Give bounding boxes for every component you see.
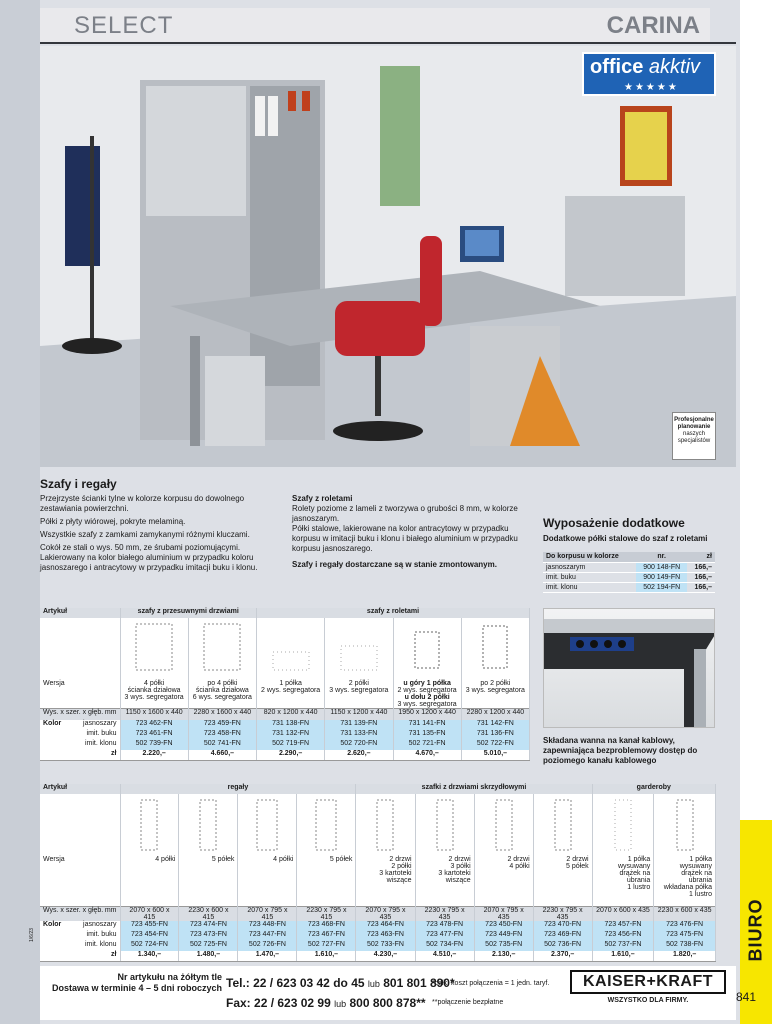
accessories-table: Do korpusu w kolorze nr. zł jasnoszarym 900 148-FN 166,– imit. buku 900 149-FN 166,– imit. klonu 502 194-FN 166,– [543,552,715,593]
cabinet-sketch [435,798,455,852]
cabinet-sketch [271,622,311,672]
table-row: imit. buku 723 454-FN 723 473-FN 723 447-FN 723 467-FN 723 463-FN 723 477-FN 723 449-FN 723 469-FN 723 456-FN 723 475-FN [40,931,716,941]
article-code: 1/6/23 [29,928,35,942]
page-number: 841 [736,990,757,1004]
cabinet-sketch [675,798,695,852]
cabinet-sketch [613,798,633,852]
cable-tray-caption: Składana wanna na kanał kablowy, zapewniająca bezproblemowy dostęp do poziomego kanału kablowego [543,736,698,765]
cabinet-sketch [139,798,159,852]
accessories-subtitle: Dodatkowe półki stalowe do szaf z roletami [543,534,708,543]
cabinet-sketch [407,622,447,672]
phone-note: *całk. koszt połączenia = 1 jedn. taryf. [432,980,550,987]
phone-line: Tel.: 22 / 623 03 42 do 45 lub 801 801 890* [226,976,455,990]
professional-planning-badge: Profesjonalne planowanie naszych specjalistów [672,412,716,460]
footer-note: Nr artykułu na żółtym tle Dostawa w terminie 4 – 5 dni roboczych [51,972,222,993]
section-title: Szafy i regały [40,477,117,491]
cabinet-sketch [553,798,573,852]
table-row: imit. klonu 502 194-FN 166,– [543,582,715,592]
table-row: imit. klonu 502 739-FN 502 741-FN 502 719-FN 502 720-FN 502 721-FN 502 722-FN [40,740,530,750]
series-label: SELECT [74,12,174,39]
product-table-1: Artykuł szafy z przesuwnymi drzwiami szafy z roletami Wersja 4 półki ścianka działowa 3 wys. segregatora po 4 półki ścianka działowa 6 wys. segregatora 1 półka 2 wys. segregatora 2 półki 3 wys. segregatora u góry 1 półka 2 wys. segregatora u dołu 2 półki 3 wys. segregatora po 2 półki 3 wys. segregatora Wys. x szer. x głęb. mm 1150 x 1600 x 440 2280 x 1600 x 440 820 x 1200 x 440 1150 x 1200 x 440 1950 x 1200 x 440 2280 x 1200 x 440 Kolor jasnoszary 723 462-FN 723 459-FN 731 138-FN 731 139-FN 731 141-FN 731 142-FN imit. buku 723 461-FN 723 458-FN 731 132-FN 731 133-FN 731 135-FN 731 136-FN imit. klonu 502 739-FN 502 741-FN 502 719-FN 502 720-FN 502 721-FN 502 722-FN zł 2.220,– 4.660,– 2.290,– 2.620,– 4.670,– 5.010,– [40,608,530,761]
description-column-2: Szafy z roletami Rolety poziome z lameli z tworzywa o grubości 8 mm, w kolorze jasnoszarym. Półki stalowe, lakierowane na kolor antracytowy w przypadku korpusu w imitacji buku i klonu i białego aluminium w przypadku korpusu jasnoszarego. Szafy i regały dostarczane są w stanie zmontowanym. [292,494,518,569]
cabinet-sketch [494,798,514,852]
cabinet-sketch [202,622,242,672]
office-photo [40,46,736,467]
side-label: BIURO [745,898,766,962]
cabinet-sketch [198,798,218,852]
accessories-title: Wyposażenie dodatkowe [543,516,685,530]
cabinet-sketch [475,622,515,672]
description-column-1: Przejrzyste ścianki tylne w kolorze korpusu do dowolnego zestawiania powierzchni. Półki z płyty wiórowej, pokryte melaminą. Wszystkie szafy z zamkami zamykanymi różnymi kluczami. Cokół ze stali o wys. 50 mm, ze śrubami poziomującymi. Lakierowany na kolor białego aluminium w przypadku koloru jasnoszarego i antracytowy w przypadku imitacji buku i klonu. [40,494,258,572]
table-row: Kolor jasnoszary 723 462-FN 723 459-FN 731 138-FN 731 139-FN 731 141-FN 731 142-FN [40,720,530,730]
brand-logo: KAISER+KRAFT WSZYSTKO DLA FIRMY. [570,970,726,1010]
table-row: imit. buku 900 149-FN 166,– [543,572,715,582]
cabinet-sketch [134,622,174,672]
table-row: Kolor jasnoszary 723 455-FN 723 474-FN 723 448-FN 723 468-FN 723 464-FN 723 478-FN 723 450-FN 723 470-FN 723 457-FN 723 476-FN [40,921,716,931]
table-row: imit. klonu 502 724-FN 502 725-FN 502 726-FN 502 727-FN 502 733-FN 502 734-FN 502 735-FN 502 736-FN 502 737-FN 502 738-FN [40,941,716,951]
table-row: imit. buku 723 461-FN 723 458-FN 731 132-FN 731 133-FN 731 135-FN 731 136-FN [40,730,530,740]
page-header [40,8,710,42]
left-strip [0,0,40,1024]
table-row: jasnoszarym 900 148-FN 166,– [543,562,715,572]
header-rule [40,42,736,44]
cabinet-sketch [375,798,395,852]
cabinet-sketch [314,798,338,852]
line-name: CARINA [606,12,700,39]
office-akktiv-badge: office akktiv ★★★★★ [582,52,716,96]
product-table-2: Artykuł regały szafki z drzwiami skrzydłowymi garderoby Wersja 4 półki 5 półek 4 półki 5 półek 2 drzwi 2 półki 3 kartoteki wiszące 2 drzwi 3 półki 3 kartoteki wiszące 2 drzwi 4 półki 2 drzwi 5 półek 1 półka wysuwany drążek na ubrania 1 lustro 1 półka wysuwany drążek na ubrania wkładana półka 1 lustro Wys. x szer. x głęb. mm 2070 x 600 x 415 2230 x 600 x 415 2070 x 795 x 415 2230 x 795 x 415 2070 x 795 x 435 2230 x 795 x 435 2070 x 795 x 435 2230 x 795 x 435 2070 x 600 x 435 2230 x 600 x 435 Kolor jasnoszary 723 455-FN 723 474-FN 723 448-FN 723 468-FN 723 464-FN 723 478-FN 723 450-FN 723 470-FN 723 457-FN 723 476-FN imit. buku 723 454-FN 723 473-FN 723 447-FN 723 467-FN 723 463-FN 723 477-FN 723 449-FN 723 469-FN 723 456-FN 723 475-FN imit. klonu 502 724-FN 502 725-FN 502 726-FN 502 727-FN 502 733-FN 502 734-FN 502 735-FN 502 736-FN 502 737-FN 502 738-FN zł 1.340,– 1.480,– 1.470,– 1.610,– 4.230,– 4.510,– 2.130,– 2.370,– 1.610,– 1.820,– [40,784,716,962]
cabinet-sketch [255,798,279,852]
cable-tray-photo [543,608,715,728]
fax-note: **połączenie bezpłatne [432,999,504,1006]
fax-line: Fax: 22 / 623 02 99 lub 800 800 878** [226,996,426,1010]
cabinet-sketch [339,622,379,672]
